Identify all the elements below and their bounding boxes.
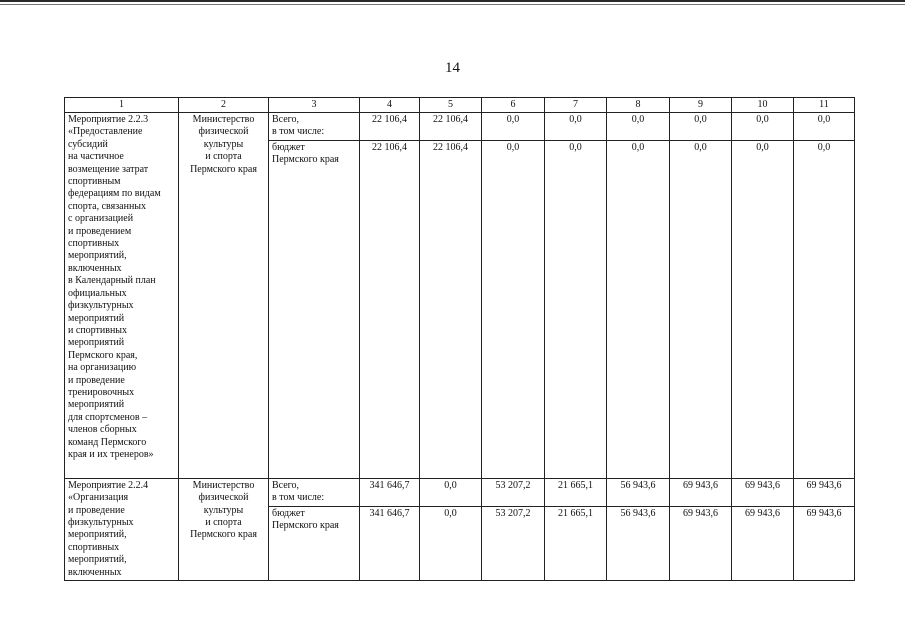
column-header: 2	[179, 98, 269, 113]
responsible-ministry: Министерство физической культуры и спорта Пермского края	[179, 113, 269, 479]
value-cell: 0,0	[545, 140, 607, 478]
column-header: 11	[794, 98, 855, 113]
value-cell: 0,0	[482, 140, 545, 478]
value-cell: 69 943,6	[670, 478, 732, 506]
column-header: 9	[670, 98, 732, 113]
value-cell: 22 106,4	[420, 113, 482, 141]
value-cell: 21 665,1	[545, 478, 607, 506]
value-cell: 341 646,7	[360, 478, 420, 506]
budget-table	[64, 97, 855, 581]
value-cell: 0,0	[794, 140, 855, 478]
value-cell: 341 646,7	[360, 506, 420, 580]
value-cell: 69 943,6	[670, 506, 732, 580]
value-cell: 21 665,1	[545, 506, 607, 580]
column-header: 3	[269, 98, 360, 113]
column-header: 7	[545, 98, 607, 113]
value-cell: 53 207,2	[482, 506, 545, 580]
column-header: 10	[732, 98, 794, 113]
responsible-ministry: Министерство физической культуры и спорта Пермского края	[179, 478, 269, 580]
value-cell: 56 943,6	[607, 478, 670, 506]
table-row-total	[65, 113, 855, 141]
top-border-line	[0, 0, 905, 2]
page-number: 14	[445, 60, 460, 76]
value-cell: 69 943,6	[794, 506, 855, 580]
value-cell: 0,0	[482, 113, 545, 141]
value-cell: 53 207,2	[482, 478, 545, 506]
measure-description: Мероприятие 2.2.3 «Предоставление субсидий на частичное возмещение затрат спортивным федерациям по видам спорта, связанных с организацией и проведением спортивных мероприятий, включенных в Календарный план официальных физкультурных мероприятий и спортивных мероприятий Пермского края, на организацию и проведение тренировочных мероприятий для спортсменов – членов сборных команд Пермского края и их тренеров»	[65, 113, 179, 479]
value-cell: 22 106,4	[420, 140, 482, 478]
measure-description: Мероприятие 2.2.4 «Организация и проведение физкультурных мероприятий, спортивных мероприятий, включенных	[65, 478, 179, 580]
value-cell: 56 943,6	[607, 506, 670, 580]
value-cell: 0,0	[420, 506, 482, 580]
value-cell: 0,0	[670, 140, 732, 478]
column-header: 5	[420, 98, 482, 113]
value-cell: 0,0	[545, 113, 607, 141]
column-header: 4	[360, 98, 420, 113]
source-budget-label: бюджет Пермского края	[269, 140, 360, 478]
value-cell: 0,0	[794, 113, 855, 141]
value-cell: 22 106,4	[360, 113, 420, 141]
top-border-line-secondary	[0, 4, 905, 5]
value-cell: 22 106,4	[360, 140, 420, 478]
value-cell: 69 943,6	[794, 478, 855, 506]
table-row-total	[65, 478, 855, 506]
value-cell: 0,0	[670, 113, 732, 141]
column-header: 8	[607, 98, 670, 113]
column-header: 6	[482, 98, 545, 113]
value-cell: 69 943,6	[732, 506, 794, 580]
source-total-label: Всего, в том числе:	[269, 478, 360, 506]
value-cell: 0,0	[607, 113, 670, 141]
value-cell: 69 943,6	[732, 478, 794, 506]
value-cell: 0,0	[732, 113, 794, 141]
value-cell: 0,0	[420, 478, 482, 506]
value-cell: 0,0	[607, 140, 670, 478]
source-total-label: Всего, в том числе:	[269, 113, 360, 141]
value-cell: 0,0	[732, 140, 794, 478]
table-header-row	[65, 98, 855, 113]
column-header: 1	[65, 98, 179, 113]
source-budget-label: бюджет Пермского края	[269, 506, 360, 580]
